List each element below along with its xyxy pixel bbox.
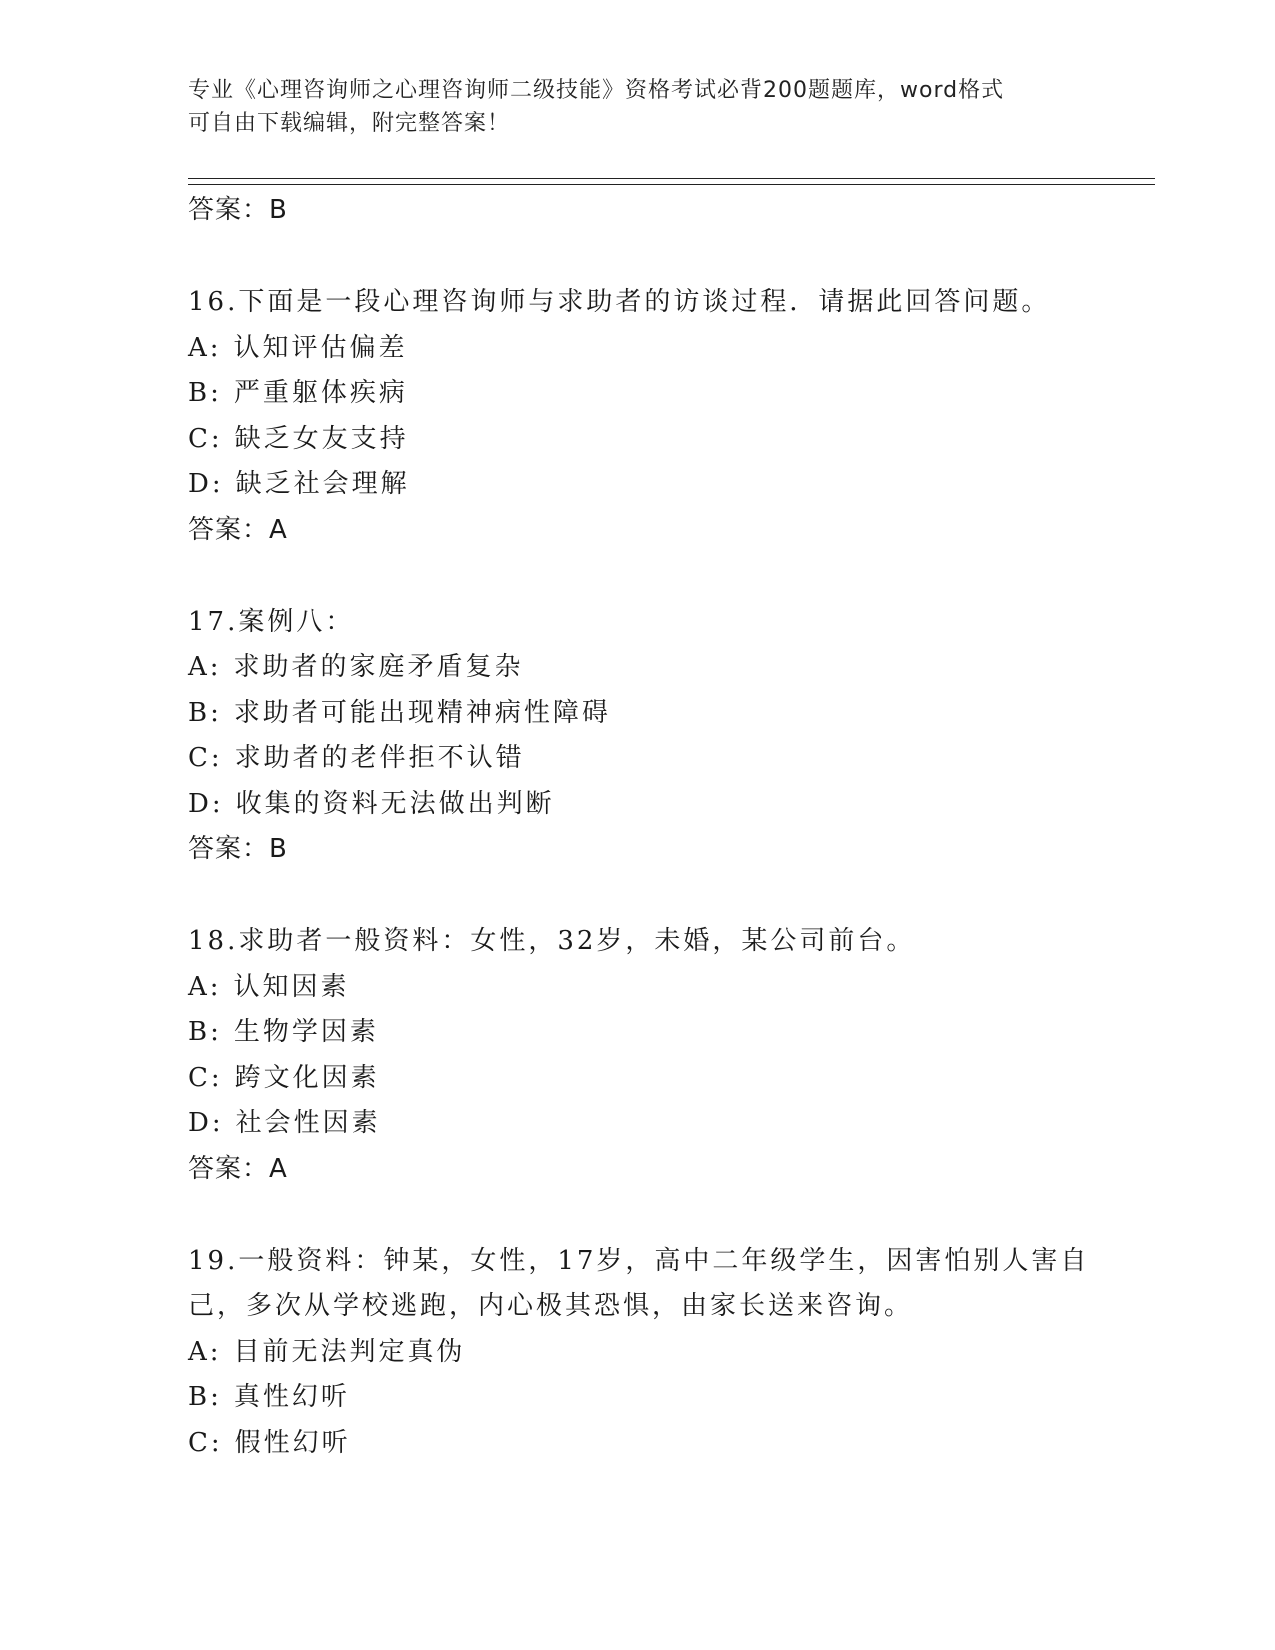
answer-line: 答案：A [188,514,288,545]
spacer [188,872,1118,919]
option-text: 求助者可能出现精神病性障碍 [233,697,611,728]
spacer [188,553,1118,600]
question-list [188,188,1118,1466]
option-letter: A: [188,1336,222,1367]
option-letter: D: [188,469,224,499]
spacer [188,1192,1118,1239]
header-line-1: 专业《心理咨询师之心理咨询师二级技能》资格考试必背200题题库，word格式 [188,78,1005,103]
option-letter: A: [188,652,222,682]
option-d [188,1101,1118,1147]
answer-line: 答案：A [188,1153,288,1184]
option-text: 严重躯体疾病 [233,378,408,408]
answer-line: 答案：B [188,834,288,864]
option-b [188,1010,1118,1056]
option-b [188,691,1118,737]
option-letter: C: [188,1427,223,1458]
option-letter: C: [188,743,223,773]
header-divider-bottom [188,184,1155,185]
option-letter: B: [188,1017,222,1047]
option-letter: D: [188,788,224,819]
option-d [188,782,1118,828]
answer-line: 答案：B [188,195,288,225]
option-text: 缺乏社会理解 [235,469,410,499]
option-d [188,462,1118,508]
option-a [188,326,1118,372]
option-text: 社会性因素 [235,1108,381,1138]
option-letter: B: [188,1382,222,1412]
question-17 [188,600,1118,873]
option-text: 目前无法判定真伪 [233,1336,466,1367]
option-c [188,417,1118,463]
header-line-2: 可自由下载编辑，附完整答案！ [188,111,511,136]
option-letter: B: [188,697,222,728]
option-text: 真性幻听 [233,1382,350,1412]
option-text: 生物学因素 [233,1017,379,1047]
question-19 [188,1239,1118,1467]
question-stem-line-1: 19.一般资料：钟某，女性，17岁，高中二年级学生，因害怕别人害自 [188,1245,1090,1276]
option-text: 求助者的老伴拒不认错 [234,743,525,773]
option-a [188,965,1118,1011]
header-divider-top [188,178,1155,179]
question-16 [188,280,1118,553]
option-c [188,1421,1118,1467]
option-text: 求助者的家庭矛盾复杂 [233,652,524,682]
document-header [188,74,1068,140]
option-a [188,645,1118,691]
option-letter: B: [188,378,222,408]
option-text: 缺乏女友支持 [234,423,409,454]
question-18 [188,919,1118,1192]
option-text: 收集的资料无法做出判断 [235,788,555,819]
option-b [188,371,1118,417]
question-stem: 18.求助者一般资料：女性，32岁，未婚，某公司前台。 [188,926,916,956]
option-letter: A: [188,971,222,1002]
option-text: 认知因素 [233,971,350,1002]
option-letter: D: [188,1108,224,1138]
option-letter: C: [188,1062,223,1093]
question-stem: 17.案例八： [188,606,355,637]
option-a [188,1330,1118,1376]
option-text: 跨文化因素 [234,1062,380,1093]
spacer [188,233,1118,280]
option-text: 假性幻听 [234,1427,351,1458]
option-c [188,1056,1118,1102]
option-text: 认知评估偏差 [233,332,408,363]
option-b [188,1375,1118,1421]
question-stem: 16.下面是一段心理咨询师与求助者的访谈过程．请据此回答问题。 [188,287,1051,317]
option-letter: A: [188,332,222,363]
option-letter: C: [188,423,223,454]
question-stem-line-2: 己，多次从学校逃跑，内心极其恐惧，由家长送来咨询。 [188,1291,914,1321]
option-c [188,736,1118,782]
